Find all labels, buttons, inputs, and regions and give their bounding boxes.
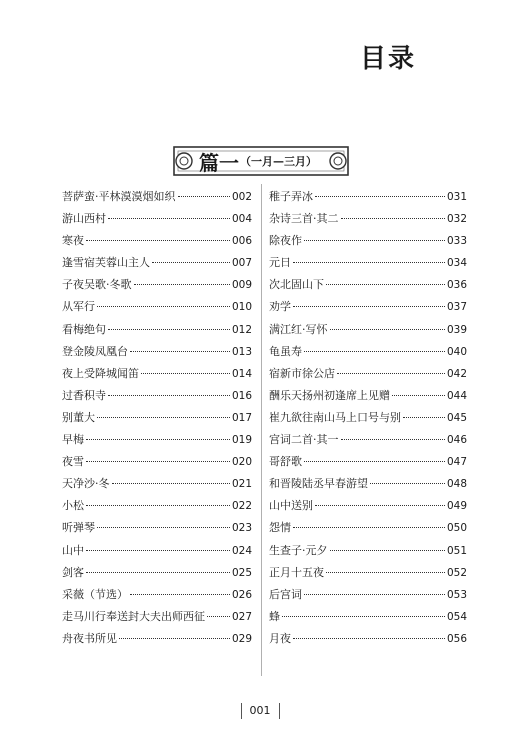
toc-leader-dots xyxy=(392,395,445,396)
toc-entry[interactable] xyxy=(269,562,467,584)
toc-leader-dots xyxy=(337,373,445,374)
toc-entry-title: 早梅 xyxy=(62,433,84,447)
toc-leader-dots xyxy=(330,550,445,551)
toc-entry[interactable] xyxy=(269,451,467,473)
toc-entry[interactable] xyxy=(62,584,252,606)
toc-entry[interactable] xyxy=(62,385,252,407)
page-title: 目录 xyxy=(360,44,417,74)
toc-entry-page: 044 xyxy=(446,389,467,402)
toc-entry[interactable] xyxy=(62,230,252,252)
toc-entry-title: 天净沙·冬 xyxy=(62,477,110,491)
toc-leader-dots xyxy=(141,373,230,374)
section-range: （一月—三月） xyxy=(240,155,317,168)
toc-entry-title: 寒夜 xyxy=(62,234,84,248)
toc-entry[interactable] xyxy=(62,186,252,208)
toc-leader-dots xyxy=(86,505,230,506)
toc-entry-page: 027 xyxy=(231,610,252,623)
toc-entry-title: 宫词二首·其一 xyxy=(269,433,339,447)
toc-entry-title: 从军行 xyxy=(62,300,95,314)
toc-entry[interactable] xyxy=(62,208,252,230)
toc-entry-page: 020 xyxy=(231,456,252,469)
toc-entry[interactable] xyxy=(62,296,252,318)
toc-entry[interactable] xyxy=(269,517,467,539)
toc-entry-title: 元日 xyxy=(269,256,291,270)
toc-entry-title: 游山西村 xyxy=(62,212,106,226)
toc-leader-dots xyxy=(341,218,445,219)
toc-entry-title: 酬乐天扬州初逢席上见赠 xyxy=(269,388,390,402)
toc-entry[interactable] xyxy=(269,363,467,385)
footer-bar-right xyxy=(279,703,280,719)
toc-leader-dots xyxy=(108,218,230,219)
toc-entry-title: 夜上受降城闻笛 xyxy=(62,366,139,380)
toc-entry-page: 040 xyxy=(446,345,467,358)
toc-entry-page: 006 xyxy=(231,235,252,248)
toc-leader-dots xyxy=(86,550,230,551)
toc-entry-title: 小松 xyxy=(62,499,84,513)
toc-entry-page: 007 xyxy=(231,257,252,270)
toc-entry-page: 004 xyxy=(231,213,252,226)
toc-entry-page: 033 xyxy=(446,235,467,248)
toc-entry[interactable] xyxy=(269,385,467,407)
toc-entry-title: 崔九欲往南山马上口号与别 xyxy=(269,410,401,424)
toc-leader-dots xyxy=(119,638,230,639)
toc-leader-dots xyxy=(315,505,445,506)
column-divider xyxy=(261,184,262,676)
toc-entry-page: 002 xyxy=(231,191,252,203)
toc-entry[interactable] xyxy=(269,473,467,495)
toc-entry-page: 042 xyxy=(446,367,467,380)
toc-entry-page: 045 xyxy=(446,411,467,424)
toc-leader-dots xyxy=(293,638,445,639)
toc-entry[interactable] xyxy=(62,517,252,539)
toc-entry[interactable] xyxy=(62,363,252,385)
toc-entry-page: 012 xyxy=(231,323,252,336)
toc-entry-page: 019 xyxy=(231,434,252,447)
toc-entry[interactable] xyxy=(62,606,252,628)
toc-entry-page: 024 xyxy=(231,544,252,557)
toc-entry-title: 和晋陵陆丞早春游望 xyxy=(269,477,368,491)
toc-entry-title: 听弹琴 xyxy=(62,521,95,535)
toc-entry[interactable] xyxy=(62,540,252,562)
toc-entry-title: 舟夜书所见 xyxy=(62,631,117,645)
toc-entry[interactable] xyxy=(269,584,467,606)
toc-entry-title: 满江红·写怀 xyxy=(269,322,328,336)
toc-entry[interactable] xyxy=(269,274,467,296)
toc-entry-page: 048 xyxy=(446,478,467,491)
toc-entry[interactable] xyxy=(62,274,252,296)
toc-entry[interactable] xyxy=(62,495,252,517)
toc-entry[interactable] xyxy=(269,495,467,517)
toc-entry-page: 054 xyxy=(446,610,467,623)
toc-entry-title: 剑客 xyxy=(62,565,84,579)
toc-leader-dots xyxy=(86,439,230,440)
toc-entry-page: 046 xyxy=(446,434,467,447)
toc-entry-title: 夜雪 xyxy=(62,455,84,469)
toc-entry[interactable] xyxy=(62,341,252,363)
toc-entry-title: 过香积寺 xyxy=(62,388,106,402)
toc-entry-title: 蜂 xyxy=(269,609,280,623)
toc-entry[interactable] xyxy=(269,186,467,208)
toc-entry-page: 017 xyxy=(231,411,252,424)
toc-leader-dots xyxy=(108,395,230,396)
toc-entry-title: 正月十五夜 xyxy=(269,565,324,579)
toc-entry-page: 029 xyxy=(231,632,252,645)
toc-entry-title: 次北固山下 xyxy=(269,278,324,292)
toc-entry-title: 劝学 xyxy=(269,300,291,314)
toc-entry-title: 登金陵凤凰台 xyxy=(62,344,128,358)
toc-left-column xyxy=(62,186,252,650)
toc-leader-dots xyxy=(326,572,445,573)
toc-entry-page: 034 xyxy=(446,257,467,270)
toc-entry-title: 稚子弄冰 xyxy=(269,190,313,203)
toc-entry[interactable] xyxy=(62,473,252,495)
toc-entry-page: 016 xyxy=(231,389,252,402)
toc-entry-title: 宿新市徐公店 xyxy=(269,366,335,380)
toc-entry-title: 后宫词 xyxy=(269,587,302,601)
toc-entry-page: 052 xyxy=(446,566,467,579)
toc-entry-page: 037 xyxy=(446,301,467,314)
toc-leader-dots xyxy=(315,196,445,197)
toc-leader-dots xyxy=(97,417,230,418)
toc-entry-page: 023 xyxy=(231,522,252,535)
toc-entry[interactable] xyxy=(62,407,252,429)
toc-entry-title: 除夜作 xyxy=(269,234,302,248)
toc-entry-title: 山中 xyxy=(62,543,84,557)
toc-entry-title: 采薇（节选） xyxy=(62,587,128,601)
toc-leader-dots xyxy=(97,306,230,307)
toc-leader-dots xyxy=(134,284,230,285)
toc-entry-page: 025 xyxy=(231,566,252,579)
toc-entry-page: 010 xyxy=(231,301,252,314)
toc-entry[interactable] xyxy=(269,341,467,363)
toc-entry-page: 053 xyxy=(446,588,467,601)
page-footer xyxy=(0,700,520,719)
toc-entry-page: 021 xyxy=(231,478,252,491)
toc-entry[interactable] xyxy=(62,252,252,274)
toc-entry-title: 逢雪宿芙蓉山主人 xyxy=(62,256,150,270)
toc-leader-dots xyxy=(304,351,445,352)
toc-entry-page: 032 xyxy=(446,213,467,226)
toc-entry-page: 036 xyxy=(446,279,467,292)
toc-entry-title: 怨情 xyxy=(269,521,291,535)
toc-entry-page: 026 xyxy=(231,588,252,601)
toc-entry-page: 031 xyxy=(446,191,467,203)
toc-entry-title: 菩萨蛮·平林漠漠烟如织 xyxy=(62,190,176,203)
toc-entry-title: 山中送别 xyxy=(269,499,313,513)
toc-entry-page: 039 xyxy=(446,323,467,336)
toc-leader-dots xyxy=(403,417,445,418)
toc-entry-title: 龟虽寿 xyxy=(269,344,302,358)
toc-entry-page: 049 xyxy=(446,500,467,513)
toc-leader-dots xyxy=(326,284,445,285)
toc-leader-dots xyxy=(86,572,230,573)
toc-entry-page: 009 xyxy=(231,279,252,292)
toc-leader-dots xyxy=(304,594,445,595)
toc-entry-title: 看梅绝句 xyxy=(62,322,106,336)
toc-entry-title: 走马川行奉送封大夫出师西征 xyxy=(62,609,205,623)
footer-bar-left xyxy=(241,703,242,719)
toc-entry[interactable] xyxy=(269,230,467,252)
toc-entry[interactable] xyxy=(269,252,467,274)
toc-entry-title: 别董大 xyxy=(62,410,95,424)
toc-leader-dots xyxy=(293,262,445,263)
toc-leader-dots xyxy=(152,262,230,263)
toc-leader-dots xyxy=(330,329,445,330)
toc-entry-page: 047 xyxy=(446,456,467,469)
toc-entry-title: 子夜吴歌·冬歌 xyxy=(62,278,132,292)
toc-entry-title: 杂诗三首·其二 xyxy=(269,212,339,226)
toc-leader-dots xyxy=(130,594,230,595)
toc-entry-page: 013 xyxy=(231,345,252,358)
toc-entry-page: 056 xyxy=(446,632,467,645)
toc-leader-dots xyxy=(86,240,230,241)
toc-leader-dots xyxy=(108,329,230,330)
toc-leader-dots xyxy=(282,616,445,617)
toc-entry[interactable] xyxy=(269,296,467,318)
toc-leader-dots xyxy=(293,306,445,307)
toc-entry[interactable] xyxy=(269,540,467,562)
toc-leader-dots xyxy=(293,527,445,528)
toc-entry[interactable] xyxy=(62,319,252,341)
toc-entry-title: 哥舒歌 xyxy=(269,455,302,469)
toc-leader-dots xyxy=(207,616,230,617)
toc-entry-page: 014 xyxy=(231,367,252,380)
toc-entry[interactable] xyxy=(269,429,467,451)
toc-entry[interactable] xyxy=(269,208,467,230)
toc-entry[interactable] xyxy=(269,319,467,341)
toc-leader-dots xyxy=(97,527,230,528)
toc-leader-dots xyxy=(304,240,445,241)
toc-leader-dots xyxy=(86,461,230,462)
toc-entry[interactable] xyxy=(62,451,252,473)
section-banner xyxy=(171,144,351,178)
toc-leader-dots xyxy=(341,439,445,440)
toc-leader-dots xyxy=(304,461,445,462)
toc-entry-page: 050 xyxy=(446,522,467,535)
toc-entry-title: 生查子·元夕 xyxy=(269,543,328,557)
toc-entry-title: 月夜 xyxy=(269,631,291,645)
toc-entry[interactable] xyxy=(269,407,467,429)
page-number: 001 xyxy=(249,704,271,717)
toc-leader-dots xyxy=(112,483,230,484)
section-name: 篇一 xyxy=(199,150,239,175)
toc-leader-dots xyxy=(130,351,230,352)
toc-leader-dots xyxy=(178,196,230,197)
toc-entry[interactable] xyxy=(269,628,467,650)
toc-entry-page: 051 xyxy=(446,544,467,557)
toc-entry[interactable] xyxy=(269,606,467,628)
toc-entry-page: 022 xyxy=(231,500,252,513)
toc-leader-dots xyxy=(370,483,445,484)
toc-entry[interactable] xyxy=(62,562,252,584)
toc-right-column xyxy=(269,186,467,650)
toc-entry[interactable] xyxy=(62,429,252,451)
toc-entry[interactable] xyxy=(62,628,252,650)
